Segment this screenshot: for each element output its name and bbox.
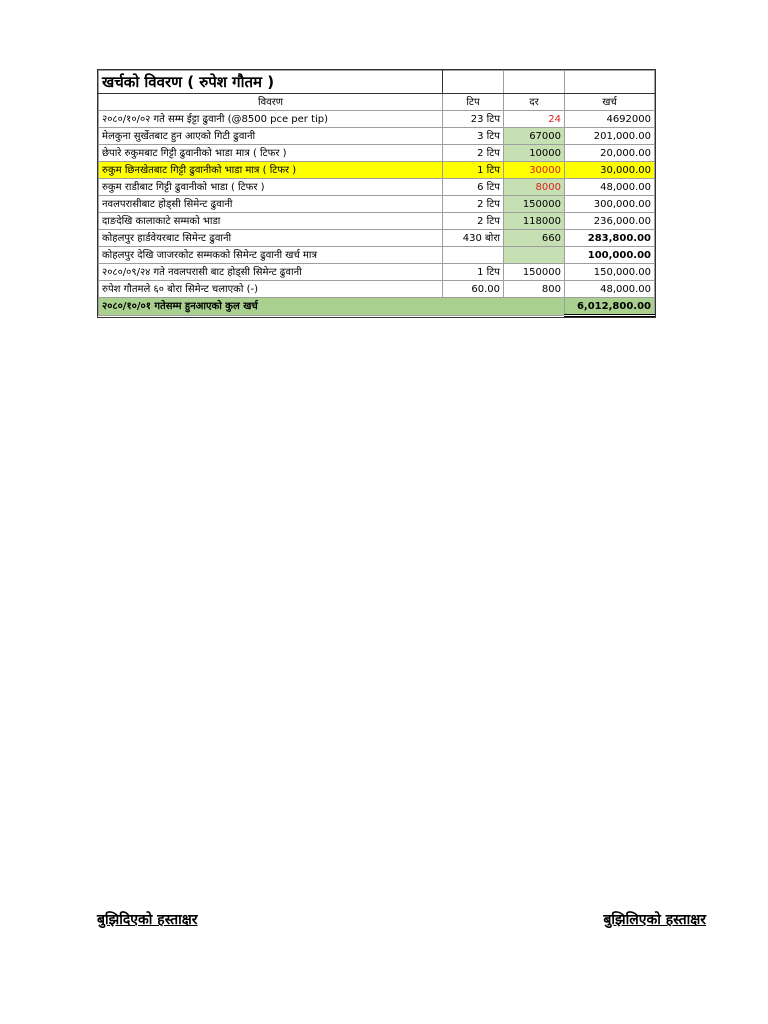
row-expense: 30,000.00 <box>565 162 655 179</box>
row-rate: 118000 <box>504 213 565 230</box>
row-expense: 100,000.00 <box>565 247 655 264</box>
row-expense: 48,000.00 <box>565 281 655 298</box>
row-description: २०८०/०९/२४ गते नवलपरासी बाट होड्सी सिमेन्ट ढुवानी <box>99 264 443 281</box>
table-row <box>99 179 655 196</box>
row-rate <box>504 247 565 264</box>
table-row <box>99 196 655 213</box>
column-header-tip: टिप <box>443 94 504 111</box>
row-rate: 150000 <box>504 196 565 213</box>
title-empty-cell <box>443 71 504 94</box>
row-description: रुकुम राडीबाट गिट्टी ढुवानीको भाडा ( टिफर ) <box>99 179 443 196</box>
row-tip: 430 बोरा <box>443 230 504 247</box>
signature-receiver-label: बुझिलिएको हस्ताक्षर <box>603 912 706 928</box>
table-row <box>99 128 655 145</box>
total-row <box>99 298 655 316</box>
row-tip: 6 टिप <box>443 179 504 196</box>
signature-giver-label: बुझिदिएको हस्ताक्षर <box>97 912 198 928</box>
row-tip: 3 टिप <box>443 128 504 145</box>
header-row <box>99 94 655 111</box>
column-header-expense: खर्च <box>565 94 655 111</box>
row-tip: 23 टिप <box>443 111 504 128</box>
row-rate: 8000 <box>504 179 565 196</box>
row-tip: 60.00 <box>443 281 504 298</box>
title-row <box>99 71 655 94</box>
row-tip: 2 टिप <box>443 145 504 162</box>
row-expense: 283,800.00 <box>565 230 655 247</box>
row-expense: 201,000.00 <box>565 128 655 145</box>
row-description: नवलपरासीबाट होड्सी सिमेन्ट ढुवानी <box>99 196 443 213</box>
row-expense: 20,000.00 <box>565 145 655 162</box>
row-description: २०८०/१०/०२ गते सम्म ईट्टा ढुवानी (@8500 pce per tip) <box>99 111 443 128</box>
row-tip: 1 टिप <box>443 162 504 179</box>
table-row <box>99 281 655 298</box>
row-rate: 10000 <box>504 145 565 162</box>
expense-table <box>98 70 655 317</box>
column-header-rate: दर <box>504 94 565 111</box>
row-description: छेपारे रुकुमबाट गिट्टी ढुवानीको भाडा मात्र ( टिफर ) <box>99 145 443 162</box>
table-row <box>99 111 655 128</box>
row-expense: 236,000.00 <box>565 213 655 230</box>
table-row <box>99 230 655 247</box>
total-amount: 6,012,800.00 <box>565 298 655 316</box>
row-rate: 800 <box>504 281 565 298</box>
row-expense: 4692000 <box>565 111 655 128</box>
total-label: २०८०/१०/०१ गतेसम्म हुनआएको कुल खर्च <box>99 298 565 316</box>
table-row-highlighted <box>99 162 655 179</box>
table-row <box>99 247 655 264</box>
row-description: दाङदेखि कालाकाटे सम्मको भाडा <box>99 213 443 230</box>
row-expense: 150,000.00 <box>565 264 655 281</box>
row-description: रुकुम छिनखेतबाट गिट्टी ढुवानीको भाडा मात्र ( टिफर ) <box>99 162 443 179</box>
row-description: मेलकुना सुर्खेतबाट हुन आएको गिटी ढुवानी <box>99 128 443 145</box>
row-rate: 660 <box>504 230 565 247</box>
table-row <box>99 264 655 281</box>
table-row <box>99 213 655 230</box>
column-header-description: विवरण <box>99 94 443 111</box>
row-expense: 300,000.00 <box>565 196 655 213</box>
row-rate: 24 <box>504 111 565 128</box>
row-tip: 2 टिप <box>443 196 504 213</box>
title-empty-cell <box>565 71 655 94</box>
row-tip: 1 टिप <box>443 264 504 281</box>
row-rate: 150000 <box>504 264 565 281</box>
row-expense: 48,000.00 <box>565 179 655 196</box>
row-description: कोहलपुर देखि जाजरकोट सम्मकको सिमेन्ट ढुवानी खर्च मात्र <box>99 247 443 264</box>
row-rate: 67000 <box>504 128 565 145</box>
sheet-title: खर्चको विवरण ( रुपेश गौतम ) <box>99 71 443 94</box>
row-tip <box>443 247 504 264</box>
row-tip: 2 टिप <box>443 213 504 230</box>
table-row <box>99 145 655 162</box>
row-description: रुपेश गौतमले ६० बोरा सिमेन्ट चलाएको (-) <box>99 281 443 298</box>
row-description: कोहलपुर हार्डवेयरबाट सिमेन्ट ढुवानी <box>99 230 443 247</box>
title-empty-cell <box>504 71 565 94</box>
row-rate: 30000 <box>504 162 565 179</box>
